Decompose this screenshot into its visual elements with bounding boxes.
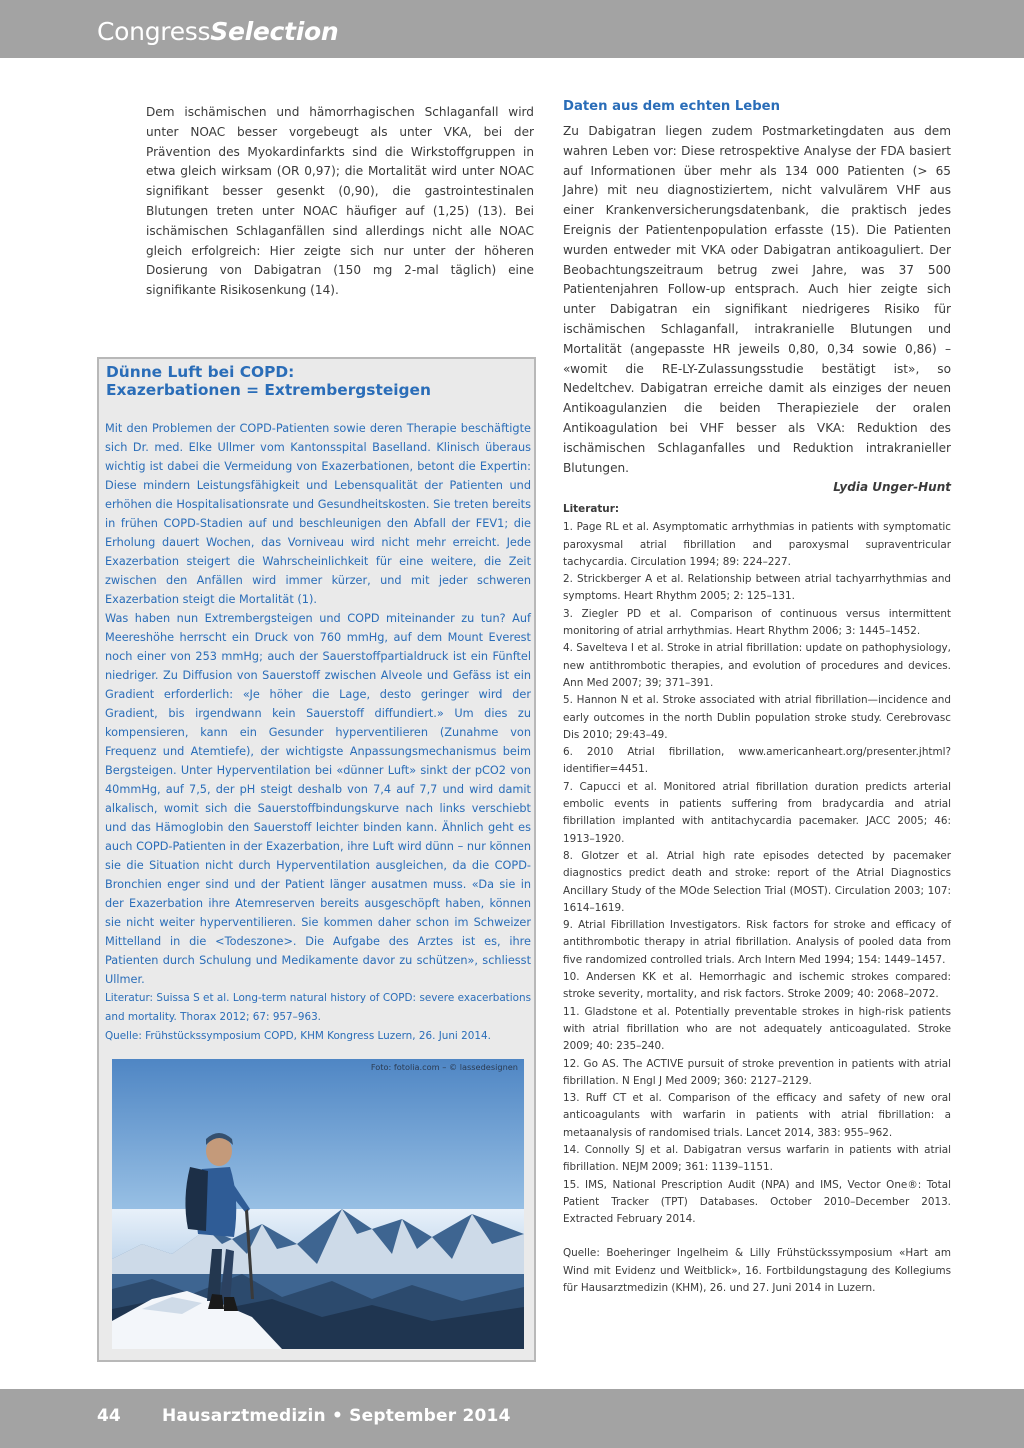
literature-heading: Literatur: [563, 503, 619, 515]
right-column [563, 98, 951, 497]
literature-item: 9. Atrial Fibrillation Investigators. Risk factors for stroke and efficacy of antithrombotic therapy in atrial fibrillation. Analysis of pooled data from five randomized controlled trials. Arch Intern Med 1994; 154: 1449–1457. [563, 919, 951, 966]
mountaineer-photo [112, 1059, 524, 1349]
literature-item: 2. Strickberger A et al. Relationship between atrial tachyarrhythmias and symptoms. Heart Rhythm 2005; 2: 125–131. [563, 573, 951, 603]
left-column-text: Dem ischämischen und hämorrhagischen Schlaganfall wird unter NOAC besser vorgebeugt als unter VKA, bei der Prävention des Myokardinfarkts sind die Wirkstoffgruppen in etwa gleich wirksam (OR 0,97); die Mortalität wird unter NOAC signifikant besser gesenkt (0,90), die gastrointestinalen Blutungen treten unter NOAC häufiger auf (1,25) (13). Bei ischämischen Schlaganfällen sind allerdings nicht alle NOAC gleich erfolgreich: Hier zeigte sich nur unter der höheren Dosierung von Dabigatran (150 mg 2-mal täglich) eine signifikante Risikosenkung (14). [146, 105, 534, 298]
info-box-references [105, 989, 531, 1046]
literature-item: 1. Page RL et al. Asymptomatic arrhythmias in patients with symptomatic paroxysmal atrial fibrillation and paroxysmal supraventricular tachycardia. Circulation 1994; 89: 224–227. [563, 521, 951, 568]
info-box-source: Quelle: Frühstückssymposium COPD, KHM Kongress Luzern, 26. Juni 2014. [105, 1030, 491, 1042]
literature-item: 15. IMS, National Prescription Audit (NPA) and IMS, Vector One®: Total Patient Tracker (TPT) Databases. October 2010–December 2013. Extracted February 2014. [563, 1178, 951, 1226]
info-box-title-line1: Dünne Luft bei COPD: [106, 363, 295, 381]
page-number: 44 [97, 1406, 121, 1426]
literature-list [563, 519, 951, 1228]
journal-issue: Hausarztmedizin • September 2014 [162, 1406, 511, 1426]
author-name: Lydia Unger-Hunt [833, 480, 951, 495]
literature-item: 12. Go AS. The ACTIVE pursuit of stroke prevention in patients with atrial fibrillation. N Engl J Med 2009; 360: 2127–2129. [563, 1057, 951, 1087]
info-box-title [106, 363, 531, 399]
literature-item: 14. Connolly SJ et al. Dabigatran versus warfarin in patients with atrial fibrillation. NEJM 2009; 361: 1139–1151. [563, 1143, 951, 1174]
literature-item: 11. Gladstone et al. Potentially preventable strokes in high-risk patients with atrial fibrillation who are not adequately anticoagulated. Stroke 2009; 40: 235–240. [563, 1005, 951, 1053]
copd-info-box [97, 357, 536, 1362]
info-box-body [105, 419, 531, 989]
literature-item: 5. Hannon N et al. Stroke associated with atrial fibrillation—incidence and early outcomes in the north Dublin population stroke study. Cerebrovasc Dis 2010; 29:43–49. [563, 694, 951, 741]
mountain-illustration [112, 1059, 524, 1349]
info-box-literature: Literatur: Suissa S et al. Long-term natural history of COPD: severe exacerbations and mortality. Thorax 2012; 67: 957–963. [105, 992, 531, 1023]
info-box-paragraph-2: Was haben nun Extrembergsteigen und COPD miteinander zu tun? Auf Meereshöhe herrscht ein Druck von 760 mmHg, auf dem Mount Everest noch einer von 253 mmHg; auch der Sauerstoffpartialdruck ist ein Fünftel niedriger. Zu Diffusion von Sauerstoff zwischen Alveole und Gefäss ist ein Gradient erforderlich: «Je höher die Lage, desto geringer wird der Gradient, bis irgendwann kein Sauerstoff diffundiert.» Um dies zu kompensieren, kann ein Gesunder hyperventilieren (Zunahme von Frequenz und Atemtiefe), der wichtigste Anpassungsmechanismus beim Bergsteigen. Unter Hyperventilation bei «dünner Luft» sinkt der pCO2 von 40mmHg, auf 7,5, der pH steigt deshalb von 7,4 auf 7,7 und wird damit alkalisch, womit sich die Sauerstoffbindungskurve nach links verschiebt und das Hämoglobin den Sauerstoff leichter binden kann. Ähnlich geht es auch COPD-Patienten in der Exazerbation, ihre Luft wird dünn – nur können sie die Situation nicht durch Hyperventilation ausgleichen, da die COPD-Bronchien enger sind und der Patient länger ausatmen muss. «Da sie in der Exazerbation ihre Atemreserven bereits ausgeschöpft haben, können sie nicht weiter hyperventilieren. Sie kommen daher schon im Schweizer Mittelland in die <Todeszone>. Die Aufgabe des Arztes ist es, ihre Patienten durch Schulung und Medikamente davor zu schützen», schliesst Ullmer. [105, 612, 531, 986]
literature-item: 3. Ziegler PD et al. Comparison of continuous versus intermittent monitoring of atrial arrhythmias. Heart Rhythm 2006; 3: 1445–1452. [563, 607, 951, 638]
brand-logo [97, 17, 338, 46]
literature-source: Quelle: Boeheringer Ingelheim & Lilly Frühstückssymposium «Hart am Wind mit Evidenz und Weitblick», 16. Fortbildungstagung des Kollegiums für Hausarztmedizin (KHM), 26. und 27. Juni 2014 in Luzern. [563, 1247, 951, 1295]
literature-item: 13. Ruff CT et al. Comparison of the efficacy and safety of new oral anticoagulants with warfarin in patients with atrial fibrillation: a metaanalysis of randomised trials. Lancet 2014, 383: 955–962. [563, 1092, 951, 1139]
literature-item: 6. 2010 Atrial fibrillation, www.americanheart.org/presenter.jhtml?identifier=4451. [563, 746, 951, 776]
literature-section [563, 501, 951, 1297]
section-heading: Daten aus dem echten Leben [563, 99, 781, 114]
literature-item: 10. Andersen KK et al. Hemorrhagic and ischemic strokes compared: stroke severity, mortality, and risk factors. Stroke 2009; 40: 2068–2072. [563, 971, 951, 1001]
header-bar [0, 0, 1024, 58]
literature-item: 8. Glotzer et al. Atrial high rate episodes detected by pacemaker diagnostics predict death and stroke: report of the Atrial Diagnostics Ancillary Study of the MOde Selection Trial (MOST). Circulation 2003; 107: 1614–1619. [563, 849, 951, 914]
brand-light: Congress [97, 17, 211, 46]
info-box-paragraph-1: Mit den Problemen der COPD-Patienten sowie deren Therapie beschäftigte sich Dr. med. Elke Ullmer vom Kantonsspital Baselland. Klinisch überaus wichtig ist dabei die Vermeidung von Exazerbationen, betont die Expertin: Diese mindern Leistungsfähigkeit und Lebensqualität der Patienten und erhöhen die Hospitalisationsrate und Gesundheitskosten. Sie treten bereits in frühen COPD-Stadien auf und beschleunigen den Abfall der FEV1; die Erholung dauert Wochen, das Vorniveau wird nicht mehr erreicht. Jede Exazerbation steigert die Wahrscheinlichkeit für eine weitere, die Zeit zwischen den Anfällen wird immer kürzer, und mit jeder schweren Exazerbation steigt die Mortalität (1). [105, 422, 531, 606]
footer-bar [0, 1389, 1024, 1448]
literature-item: 7. Capucci et al. Monitored atrial fibrillation duration predicts arterial embolic events in patients suffering from bradycardia and atrial fibrillation implanted with antitachycardia pacemaker. JACC 2005; 46: 1913–1920. [563, 780, 951, 845]
literature-item: 4. Savelteva I et al. Stroke in atrial fibrillation: update on pathophysiology, new antithrombotic therapies, and evolution of procedures and devices. Ann Med 2007; 39; 371–391. [563, 642, 951, 689]
photo-credit: Foto: fotolia.com – © lassedesignen [370, 1062, 518, 1072]
brand-bold: Selection [210, 17, 339, 46]
info-box-title-line2: Exazerbationen = Extrembergsteigen [106, 381, 431, 399]
right-column-body: Zu Dabigatran liegen zudem Postmarketingdaten aus dem wahren Leben vor: Diese retrospektive Analyse der FDA basiert auf Informationen über mehr als 134 000 Patienten (> 65 Jahre) mit neu diagnostiziertem, nicht valvulärem VHF aus einer Krankenversicherungsdatenbank, die praktisch jedes Ereignis der Patientenpopulation erfasste (15). Die Patienten wurden entweder mit VKA oder Dabigatran antikoaguliert. Der Beobachtungszeitraum betrug zwei Jahre, was 37 500 Patientenjahren Follow-up entsprach. Auch hier zeigte sich unter Dabigatran ein signifikant niedrigeres Risiko für ischämischen Schlaganfall, intrakranielle Blutungen und Mortalität (angepasste HR jeweils 0,80, 0,34 sowie 0,86) – «womit die RE-LY-Zulassungsstudie bestätigt ist», so Nedeltchev. Dabigatran erreiche damit als einziges der neuen Antikoagulanzien die beiden Therapieziele der oralen Antikoagulation bei VHF besser als VKA: Reduktion des ischämischen Schlaganfalles und Reduktion intrakranieller Blutungen. [563, 124, 951, 475]
